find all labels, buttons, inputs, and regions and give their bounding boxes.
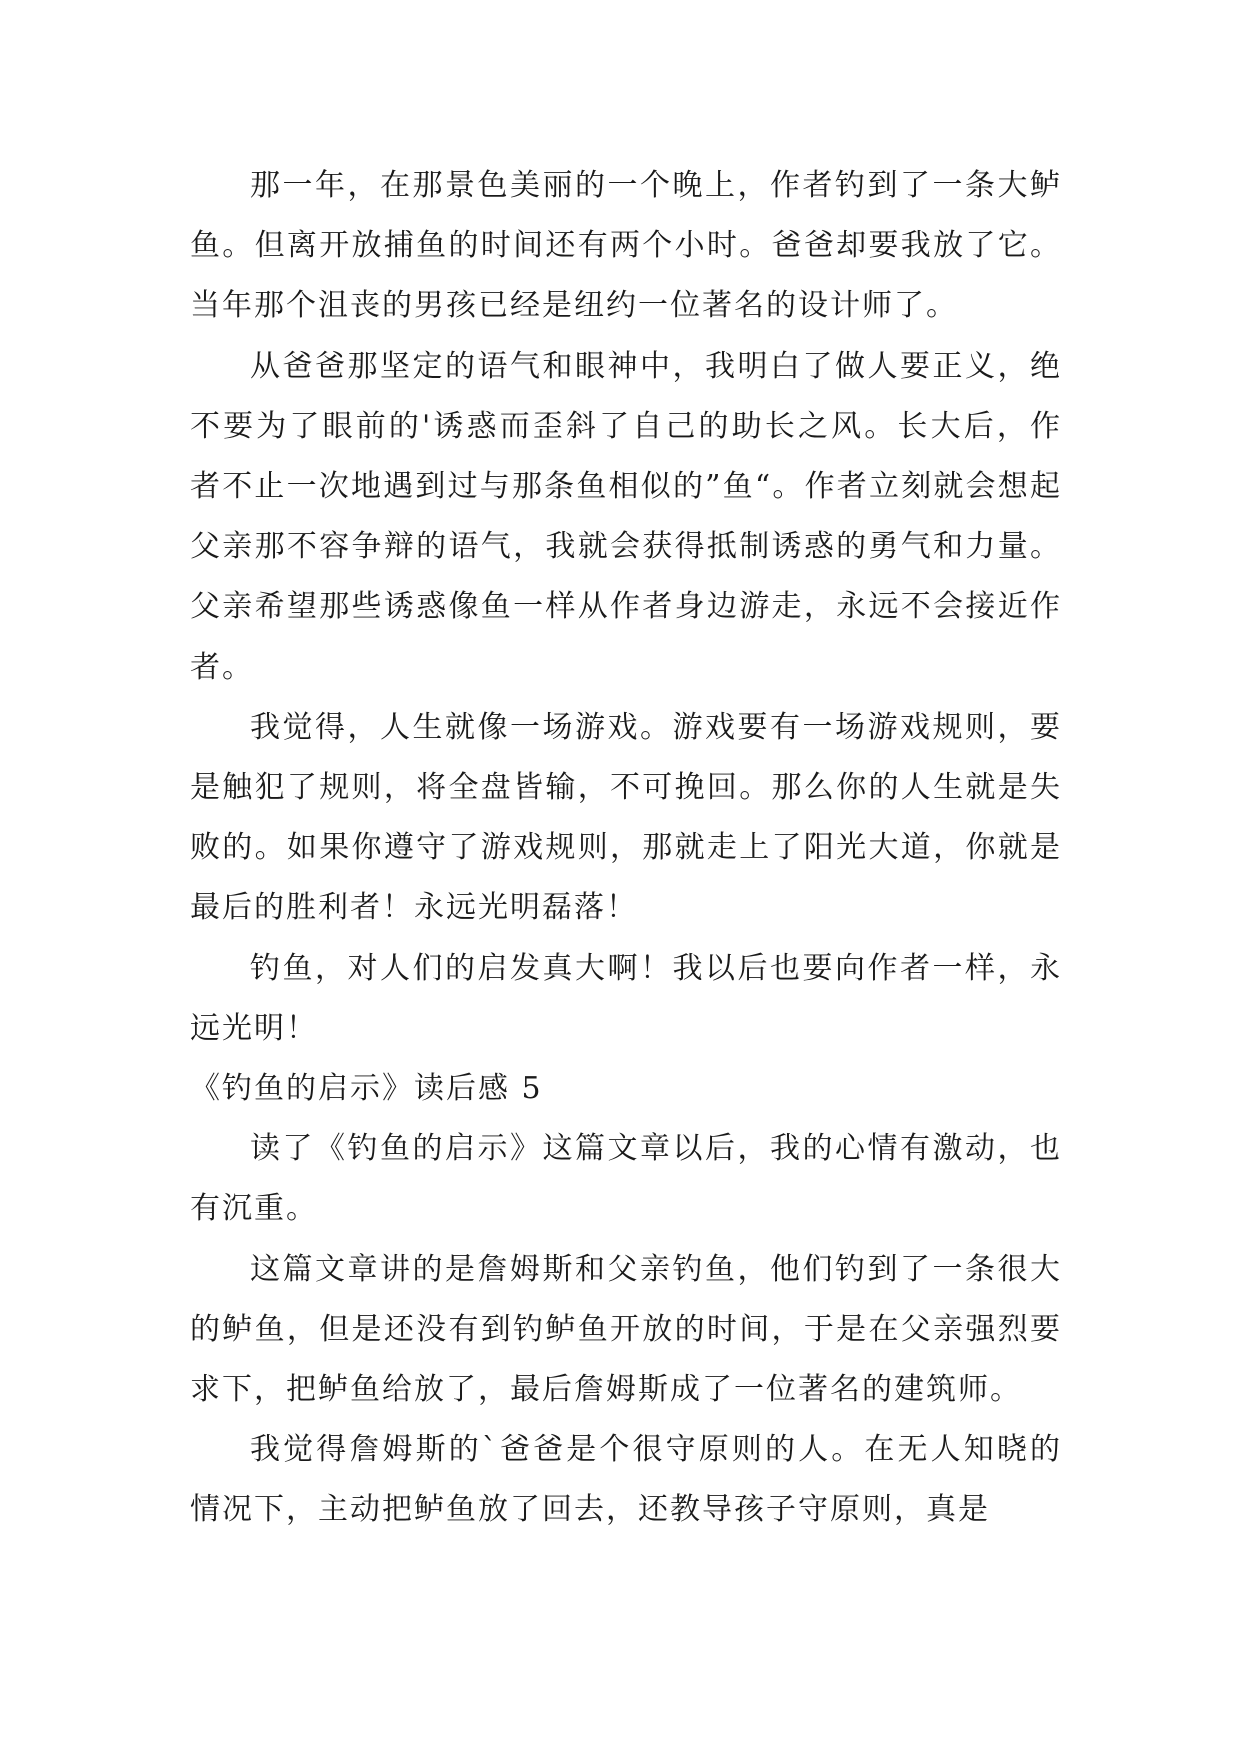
section-heading: 《钓鱼的启示》读后感 5 bbox=[190, 1071, 543, 1107]
paragraph: 我觉得詹姆斯的`爸爸是个很守原则的人。在无人知晓的情况下，主动把鲈鱼放了回去，还教导孩子守原则，真是 bbox=[190, 1432, 1062, 1528]
paragraph: 我觉得，人生就像一场游戏。游戏要有一场游戏规则，要是触犯了规则，将全盘皆输，不可挽回。那么你的人生就是失败的。如果你遵守了游戏规则，那就走上了阳光大道，你就是最后的胜利者！永远光明磊落！ bbox=[190, 709, 1062, 926]
paragraph: 那一年，在那景色美丽的一个晚上，作者钓到了一条大鲈鱼。但离开放捕鱼的时间还有两个小时。爸爸却要我放了它。当年那个沮丧的男孩已经是纽约一位著名的设计师了。 bbox=[190, 168, 1062, 324]
paragraph: 从爸爸那坚定的语气和眼神中，我明白了做人要正义，绝不要为了眼前的'诱惑而歪斜了自己的助长之风。长大后，作者不止一次地遇到过与那条鱼相似的”鱼“。作者立刻就会想起父亲那不容争辩的语气，我就会获得抵制诱惑的勇气和力量。父亲希望那些诱惑像鱼一样从作者身边游走，永远不会接近作者。 bbox=[190, 348, 1062, 685]
paragraph: 这篇文章讲的是詹姆斯和父亲钓鱼，他们钓到了一条很大的鲈鱼，但是还没有到钓鲈鱼开放的时间，于是在父亲强烈要求下，把鲈鱼给放了，最后詹姆斯成了一位著名的建筑师。 bbox=[190, 1251, 1062, 1408]
paragraph: 钓鱼，对人们的启发真大啊！我以后也要向作者一样，永远光明！ bbox=[190, 950, 1062, 1046]
paragraph: 读了《钓鱼的启示》这篇文章以后，我的心情有激动，也有沉重。 bbox=[190, 1131, 1062, 1227]
document-body bbox=[190, 156, 1062, 1541]
